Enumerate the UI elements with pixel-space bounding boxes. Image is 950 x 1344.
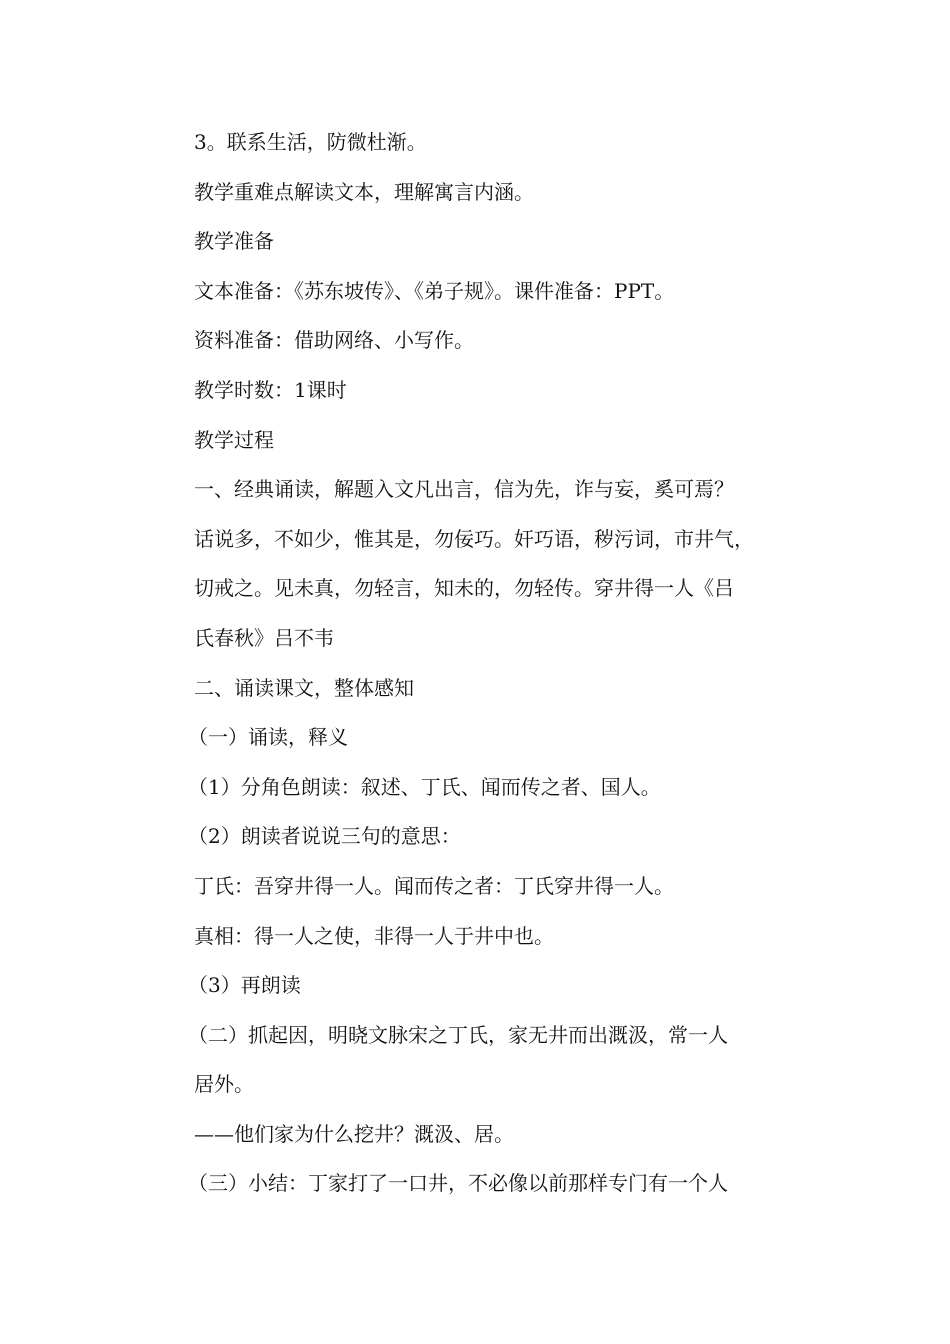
subsection-heading: （三）小结：丁家打了一口井，不必像以前那样专门有一个人 — [188, 1171, 728, 1196]
text-line: 教学时数：1课时 — [194, 377, 347, 402]
text-line: （3）再朗读 — [188, 973, 301, 998]
text-line: 教学重难点解读文本，理解寓言内涵。 — [194, 179, 534, 204]
document-body — [188, 118, 814, 1209]
section-heading: 教学准备 — [194, 229, 274, 254]
section-heading: 教学过程 — [194, 427, 274, 452]
subsection-heading: （一）诵读，释义 — [188, 725, 348, 750]
text-line: 资料准备：借助网络、小写作。 — [194, 328, 474, 353]
text-line: （1）分角色朗读：叙述、丁氏、闻而传之者、国人。 — [188, 774, 661, 799]
text-line: （2）朗读者说说三句的意思： — [188, 824, 461, 849]
text-line: 话说多，不如少，惟其是，勿佞巧。奸巧语，秽污词，市井气， — [194, 526, 754, 551]
section-heading: 二、诵读课文，整体感知 — [194, 675, 414, 700]
subsection-heading: （二）抓起因，明晓文脉宋之丁氏，家无井而出溉汲，常一人 — [188, 1022, 728, 1047]
text-line: 氏春秋》吕不韦 — [194, 625, 334, 650]
text-line: ——他们家为什么挖井？溉汲、居。 — [194, 1121, 514, 1146]
text-line: 一、经典诵读，解题入文凡出言，信为先，诈与妄，奚可焉？ — [194, 477, 734, 502]
text-line: 文本准备：《苏东坡传》、《弟子规》。课件准备：PPT。 — [194, 278, 675, 303]
text-line: 丁氏：吾穿井得一人。闻而传之者：丁氏穿井得一人。 — [194, 873, 674, 898]
text-line: 真相：得一人之使，非得一人于井中也。 — [194, 923, 554, 948]
text-line: 3。联系生活，防微杜渐。 — [194, 130, 427, 154]
text-line: 居外。 — [194, 1072, 254, 1097]
text-line: 切戒之。见未真，勿轻言，知未的，勿轻传。穿井得一人《吕 — [194, 576, 734, 601]
